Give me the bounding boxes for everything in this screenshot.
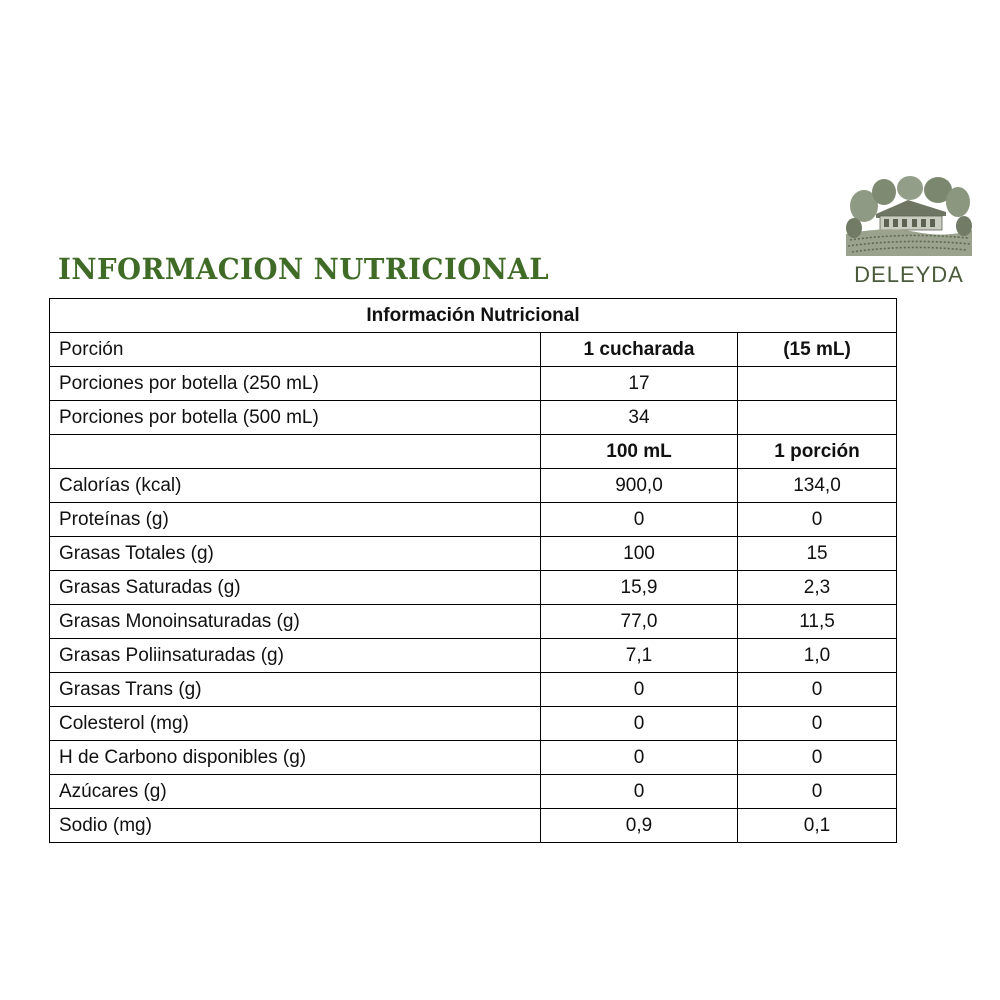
table-row [50,673,897,707]
table-row [50,639,897,673]
nutrient-label: Colesterol (mg) [50,707,541,741]
nutrient-per-100: 0 [541,707,738,741]
table-row [50,537,897,571]
nutrient-per-100: 15,9 [541,571,738,605]
nutrient-label: Azúcares (g) [50,775,541,809]
nutrient-per-100: 0 [541,673,738,707]
farmhouse-vineyard-emblem-icon [846,176,972,256]
nutrient-per-serving: 0 [738,707,897,741]
servings-extra [738,401,897,435]
table-row [50,605,897,639]
nutrient-label: Sodio (mg) [50,809,541,843]
nutrient-per-serving: 0 [738,775,897,809]
column-header-per-100: 100 mL [541,435,738,469]
brand-name: DELEYDA [854,262,964,287]
nutrient-per-100: 0 [541,775,738,809]
table-row [50,469,897,503]
nutrient-per-100: 100 [541,537,738,571]
nutrient-label: Grasas Totales (g) [50,537,541,571]
nutrient-per-serving: 0 [738,503,897,537]
nutrient-per-serving: 1,0 [738,639,897,673]
nutrient-per-serving: 15 [738,537,897,571]
table-title-row [50,299,897,333]
nutrient-per-serving: 0 [738,673,897,707]
nutrient-per-100: 7,1 [541,639,738,673]
nutrient-per-serving: 0,1 [738,809,897,843]
table-row [50,503,897,537]
table-title: Información Nutricional [50,299,897,333]
nutrient-per-serving: 11,5 [738,605,897,639]
nutrient-label: Grasas Trans (g) [50,673,541,707]
serving-size: 1 cucharada [541,333,738,367]
servings-extra [738,367,897,401]
servings-label: Porciones por botella (500 mL) [50,401,541,435]
page-heading: INFORMACION NUTRICIONAL [58,252,550,286]
serving-volume: (15 mL) [738,333,897,367]
nutrition-table [49,298,897,843]
servings-label: Porciones por botella (250 mL) [50,367,541,401]
nutrient-per-serving: 2,3 [738,571,897,605]
nutrient-per-100: 77,0 [541,605,738,639]
table-row [50,809,897,843]
servings-value: 34 [541,401,738,435]
nutrient-label: Calorías (kcal) [50,469,541,503]
table-row [50,707,897,741]
serving-label: Porción [50,333,541,367]
nutrient-label: Grasas Saturadas (g) [50,571,541,605]
nutrient-per-100: 0,9 [541,809,738,843]
nutrient-label: H de Carbono disponibles (g) [50,741,541,775]
nutrient-per-100: 900,0 [541,469,738,503]
serving-row [50,333,897,367]
nutrient-per-serving: 134,0 [738,469,897,503]
column-header-per-serving: 1 porción [738,435,897,469]
servings-value: 17 [541,367,738,401]
nutrient-per-serving: 0 [738,741,897,775]
table-row [50,741,897,775]
nutrient-label: Proteínas (g) [50,503,541,537]
table-row [50,401,897,435]
table-row [50,367,897,401]
nutrient-label: Grasas Poliinsaturadas (g) [50,639,541,673]
nutrient-label: Grasas Monoinsaturadas (g) [50,605,541,639]
nutrient-per-100: 0 [541,741,738,775]
table-row [50,571,897,605]
nutrient-per-100: 0 [541,503,738,537]
column-header-blank [50,435,541,469]
table-row [50,775,897,809]
column-header-row [50,435,897,469]
brand-logo [846,176,972,296]
